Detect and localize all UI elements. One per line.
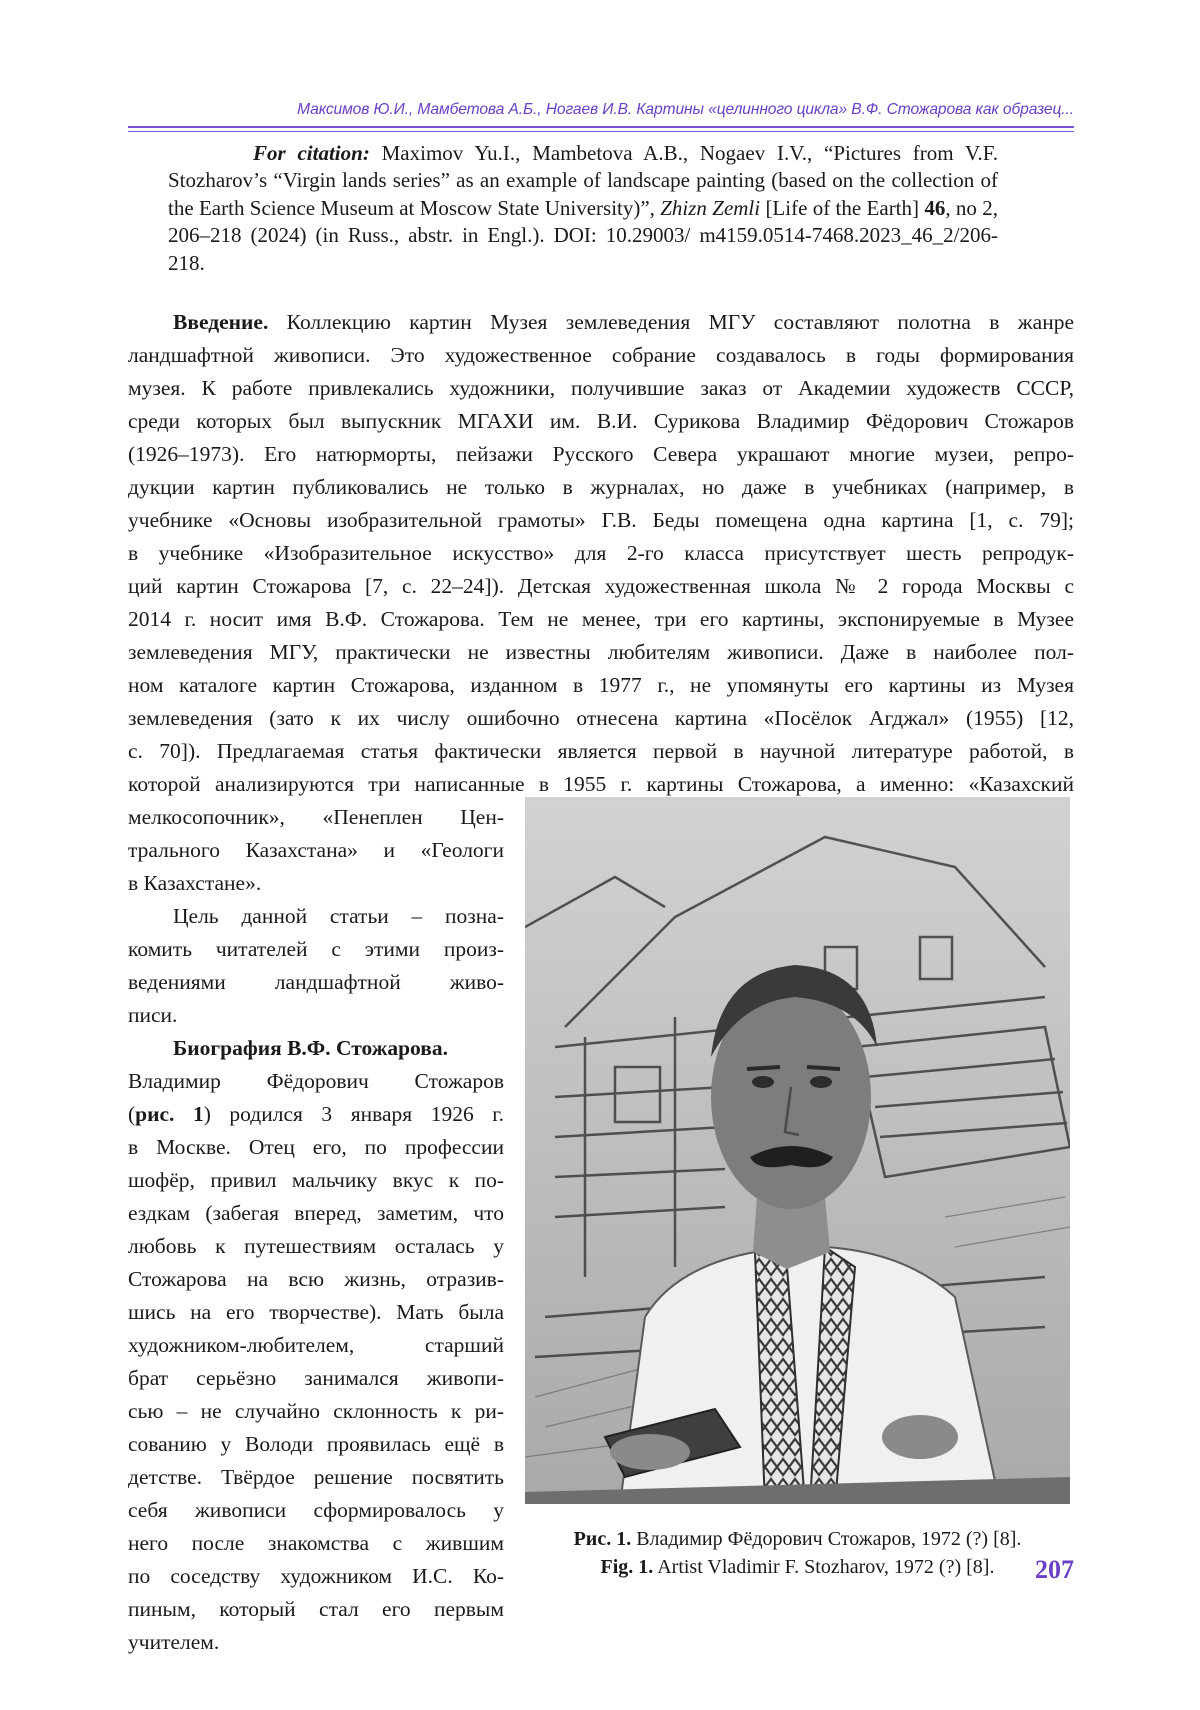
intro-line: ландшафтной живописи. Это художественное собрание создавалось в годы формирования: [128, 343, 1074, 367]
intro-heading: Введение.: [173, 310, 269, 334]
intro-line: дукции картин публиковались не только в журналах, но даже в учебниках (например, в: [128, 475, 1074, 499]
biography-line: учителем.: [128, 1630, 220, 1654]
biography-line: шись на его творчестве). Мать была: [128, 1300, 504, 1324]
intro-line: землеведения (зато к их числу ошибочно отнесена картина «Посёлок Агджал» (1955) [12,: [128, 706, 1074, 730]
biography-line: по соседству художником И.С. Ко-: [128, 1564, 504, 1588]
biography-line: Владимир Фёдорович Стожаров: [128, 1069, 504, 1093]
biography-line: в Москве. Отец его, по профессии: [128, 1135, 504, 1159]
biography-line: художником-любителем, старший: [128, 1333, 504, 1357]
citation-volume: 46: [924, 195, 946, 220]
intro-line: учебнике «Основы изобразительной грамоты» Г.В. Беды помещена одна картина [1, с. 79];: [128, 508, 1074, 532]
header-rule: [128, 126, 1074, 128]
intro-line: среди которых был выпускник МГАХИ им. В.И. Сурикова Владимир Фёдорович Стожаров: [128, 409, 1074, 433]
biography-heading: Биография В.Ф. Стожарова.: [173, 1036, 449, 1060]
citation-text: Maximov Yu.I., Mambetova A.B., Nogaev I.V., “Pictures from V.F. Stozharov’s “Virgin lands series” as an example of landscape painting (based on the collection of the Earth Science Museum at Moscow State University)”,: [168, 141, 998, 220]
goal-line: ведениями ландшафтной живо-: [128, 970, 504, 994]
portrait-photo: [525, 797, 1070, 1504]
biography-line: него после знакомства с жившим: [128, 1531, 504, 1555]
biography-line: ездкам (забегая вперед, заметим, что: [128, 1201, 504, 1225]
biography-line: детстве. Твёрдое решение посвятить: [128, 1465, 504, 1489]
caption-en-label: Fig. 1.: [600, 1556, 654, 1578]
running-title: Максимов Ю.И., Мамбетова А.Б., Ногаев И.В. Картины «целинного цикла» В.Ф. Стожарова как образец...: [297, 101, 1074, 118]
caption-en-text: Artist Vladimir F. Stozharov, 1972 (?) [8].: [653, 1556, 995, 1578]
citation-journal: Zhizn Zemli: [660, 195, 761, 220]
intro-line: мелкосопочник», «Пенеплен Цен-: [128, 805, 504, 829]
biography-line: сью – не случайно склонность к ри-: [128, 1399, 504, 1423]
caption-ru-text: Владимир Фёдорович Стожаров, 1972 (?) [8].: [631, 1528, 1022, 1550]
biography-line: пиным, который стал его первым: [128, 1597, 504, 1621]
intro-line: которой анализируются три написанные в 1955 г. картины Стожарова, а именно: «Казахский: [128, 772, 1074, 796]
biography-line: сованию у Володи проявилась ещё в: [128, 1432, 504, 1456]
header-rule-thin: [128, 131, 1074, 132]
intro-line: ций картин Стожарова [7, с. 22–24]). Детская художественная школа № 2 города Москвы с: [128, 574, 1074, 598]
citation-block: For citation: Maximov Yu.I., Mambetova A.B., Nogaev I.V., “Pictures from V.F. Stozharov’s “Virgin lands series” as an example of landscape painting (based on the collection of the Earth Science Museum at Moscow State University)”, Zhizn Zemli [Life of the Earth] 46, no 2, 206–218 (2024) (in Russ., abstr. in Engl.). DOI: 10.29003/ m4159.0514-7468.2023_46_2/206-218.: [168, 141, 998, 275]
goal-line: писи.: [128, 1003, 178, 1027]
caption-ru-label: Рис. 1.: [573, 1528, 632, 1550]
intro-line: ном каталоге картин Стожарова, изданном в 1977 г., не упомянуты его картины из Музея: [128, 673, 1074, 697]
biography-line: Стожарова на всю жизнь, отразив-: [128, 1267, 504, 1291]
biography-line: любовь к путешествиям осталась у: [128, 1234, 504, 1258]
figure-caption: [525, 1525, 1070, 1581]
biography-line: (рис. 1) родился 3 января 1926 г.: [128, 1102, 504, 1126]
biography-line: брат серьёзно занимался живопи-: [128, 1366, 504, 1390]
intro-line: землеведения МГУ, практически не известны любителям живописи. Даже в наиболее пол-: [128, 640, 1074, 664]
goal-line: комить читателей с этими произ-: [128, 937, 504, 961]
intro-line: Введение. Коллекцию картин Музея землеведения МГУ составляют полотна в жанре: [173, 310, 1074, 334]
goal-line: Цель данной статьи – позна-: [173, 904, 504, 928]
intro-line: в учебнике «Изобразительное искусство» для 2-го класса присутствует шесть репродук-: [128, 541, 1074, 565]
biography-line: себя живописи сформировалось у: [128, 1498, 504, 1522]
intro-line: трального Казахстана» и «Геологи: [128, 838, 504, 862]
page-number: 207: [1035, 1555, 1074, 1584]
intro-line: 2014 г. носит имя В.Ф. Стожарова. Тем не менее, три его картины, экспонируемые в Музее: [128, 607, 1074, 631]
figure-reference: рис. 1: [135, 1102, 204, 1126]
intro-line: в Казахстане».: [128, 871, 262, 895]
citation-label: For citation:: [253, 141, 370, 165]
intro-line: (1926–1973). Его натюрморты, пейзажи Русского Севера украшают многие музеи, репро-: [128, 442, 1074, 466]
intro-line: с. 70]). Предлагаемая статья фактически является первой в научной литературе работой, в: [128, 739, 1074, 763]
biography-line: шофёр, привил мальчику вкус к по-: [128, 1168, 504, 1192]
intro-line: музея. К работе привлекались художники, получившие заказ от Академии художеств СССР,: [128, 376, 1074, 400]
